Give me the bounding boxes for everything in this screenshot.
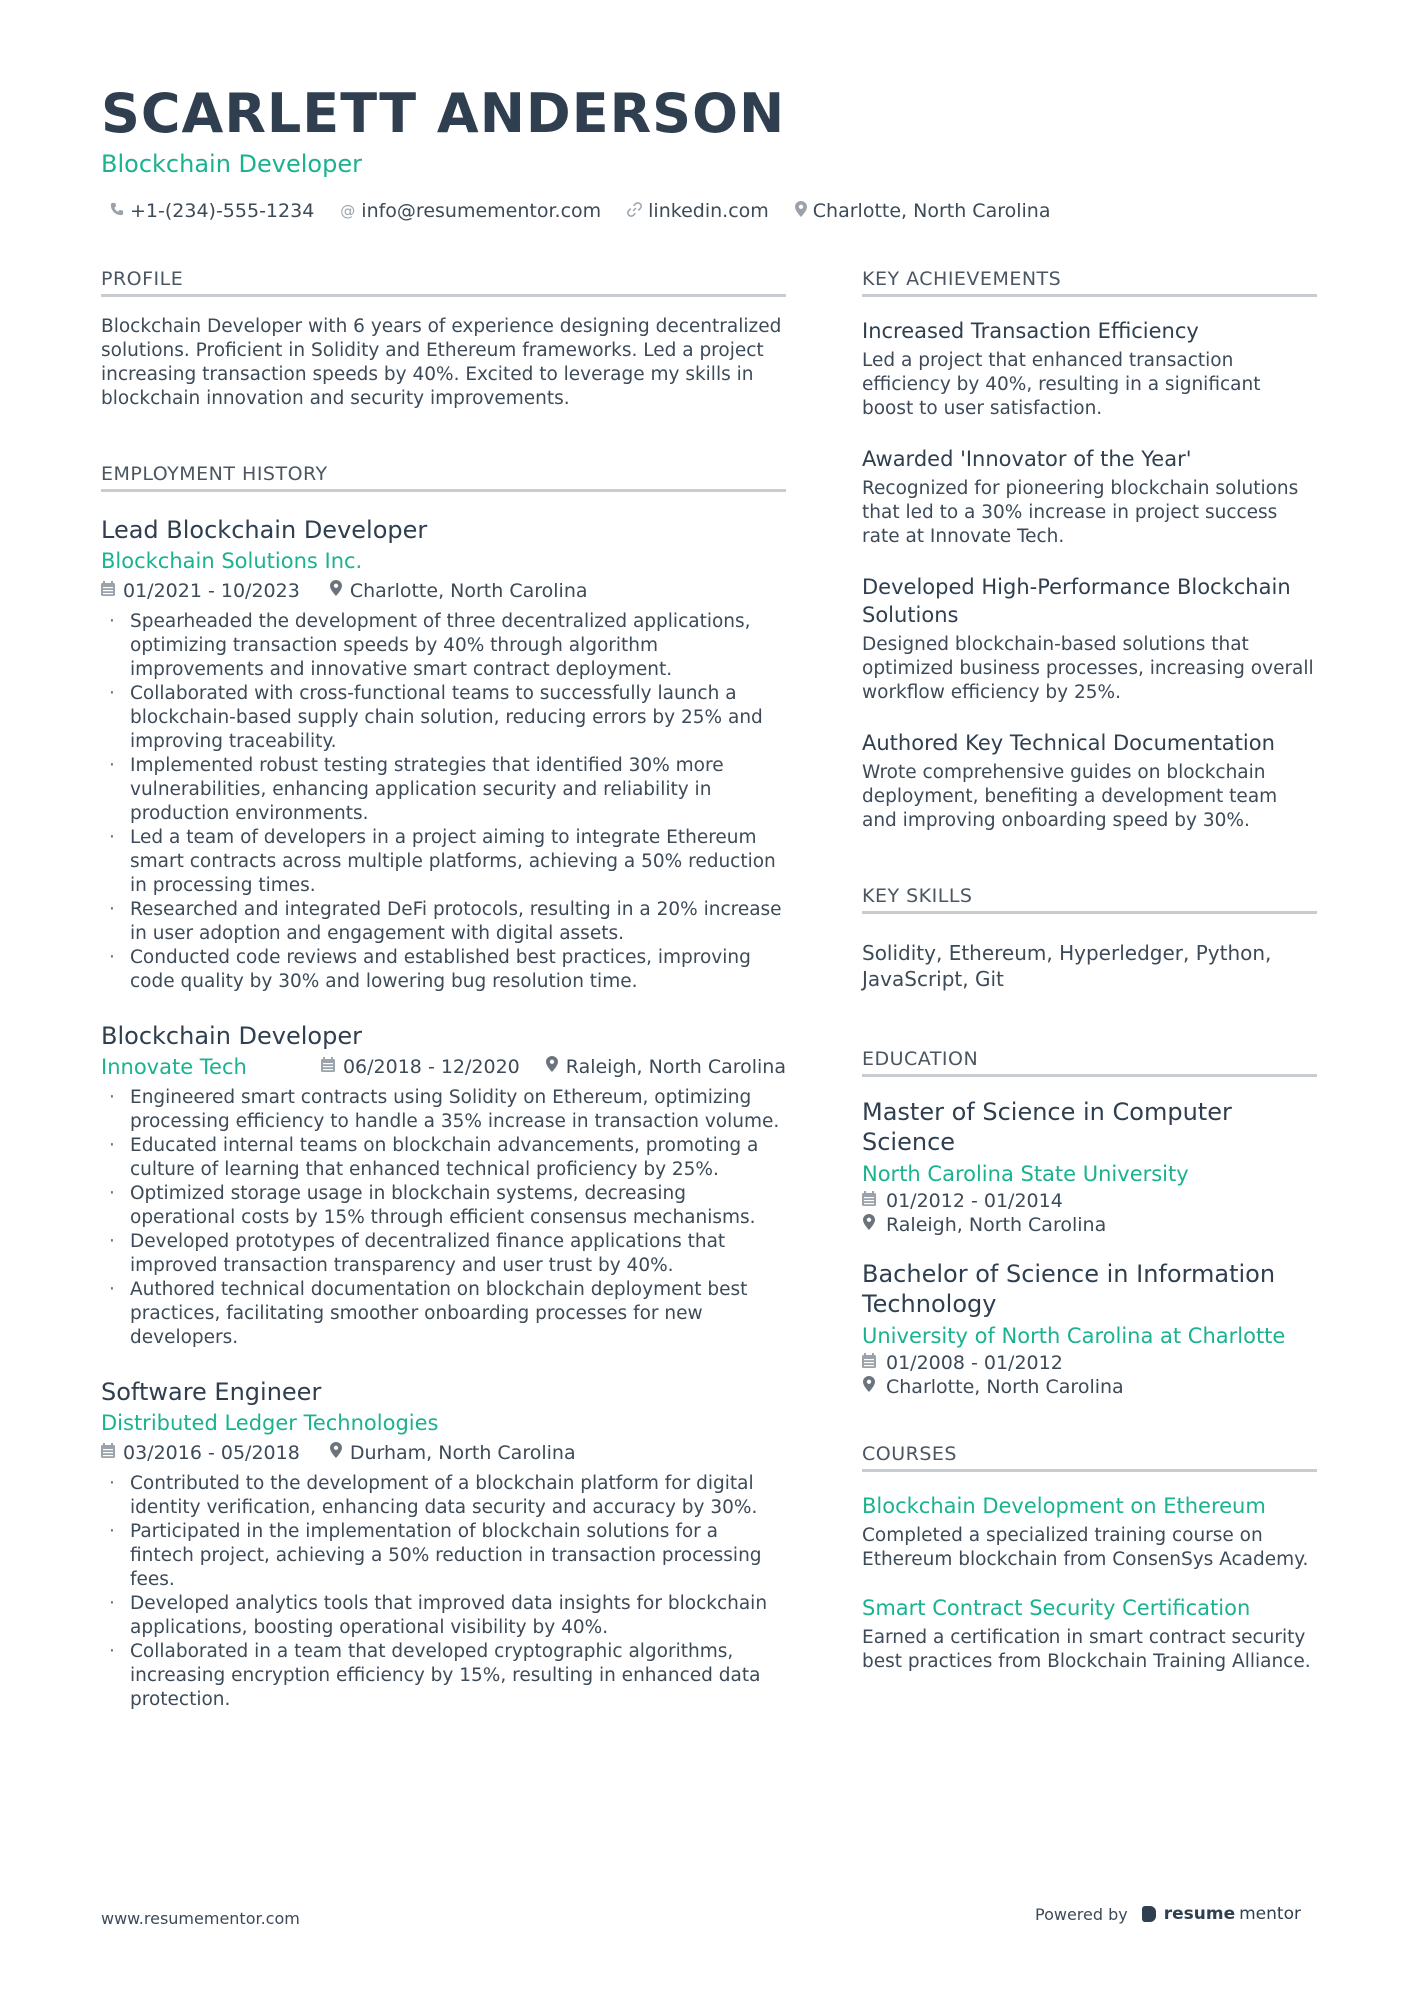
- achievement-title: Increased Transaction Efficiency: [862, 319, 1199, 343]
- edu-school: North Carolina State University: [862, 1162, 1189, 1186]
- calendar-icon: [321, 1052, 335, 1082]
- brand-name-bold: resume: [1163, 1904, 1236, 1924]
- job-bullet: · Educated internal teams on blockchain advancements, promoting a culture of learning that enhanced technical proficiency by 25%.: [101, 1134, 786, 1182]
- edu-location: [862, 1213, 1317, 1237]
- job-bullet: · Implemented robust testing strategies that identified 30% more vulnerabilities, enhancing application security and reliability in production environments.: [101, 754, 786, 826]
- map-pin-icon: [862, 1213, 876, 1237]
- achievement-text: Designed blockchain-based solutions that optimized business processes, increasing overall workflow efficiency by 25%.: [862, 634, 1314, 703]
- job-entry: [101, 1376, 786, 1712]
- job-bullets: [101, 1472, 786, 1712]
- brand-name-light: mentor: [1239, 1904, 1301, 1924]
- skills-text: Solidity, Ethereum, Hyperledger, Python, JavaScript, Git: [862, 941, 1272, 991]
- course-title: Blockchain Development on Ethereum: [862, 1494, 1266, 1518]
- achievement-item: [862, 317, 1317, 421]
- job-entry: [101, 1020, 786, 1350]
- map-pin-icon: [862, 1375, 876, 1399]
- job-dates: [321, 1052, 520, 1082]
- job-location-text: Charlotte, North Carolina: [349, 580, 588, 602]
- job-location: [546, 1052, 786, 1082]
- job-company: Distributed Ledger Technologies: [101, 1411, 439, 1435]
- calendar-icon: [101, 1438, 115, 1468]
- achievement-title: Awarded 'Innovator of the Year': [862, 447, 1192, 471]
- job-bullet: · Collaborated in a team that developed cryptographic algorithms, increasing encryption efficiency by 15%, resulting in enhanced data protection.: [101, 1640, 786, 1712]
- achievement-title: Developed High-Performance Blockchain Solutions: [862, 575, 1291, 627]
- profile-text: Blockchain Developer with 6 years of experience designing decentralized solutions. Proficient in Solidity and Ethereum frameworks. Led a project increasing transaction speeds by 40%. Excited to leverage my skills in blockchain innovation and security improvements.: [101, 316, 782, 409]
- link-icon: [627, 202, 642, 221]
- job-bullet: · Collaborated with cross-functional teams to successfully launch a blockchain-based supply chain solution, reducing errors by 25% and improving traceability.: [101, 682, 786, 754]
- map-pin-icon: [330, 1438, 342, 1468]
- job-bullet: · Contributed to the development of a blockchain platform for digital identity verification, enhancing data security and accuracy by 30%.: [101, 1472, 786, 1520]
- edu-degree: Bachelor of Science in Information Technology: [862, 1260, 1276, 1318]
- skills-section: [862, 885, 1317, 992]
- email-text: info@resumementor.com: [361, 200, 602, 222]
- job-dates-text: 03/2016 - 05/2018: [123, 1442, 300, 1464]
- courses-section: [862, 1443, 1317, 1674]
- job-bullet: · Authored technical documentation on blockchain deployment best practices, facilitating smoother onboarding processes for new developers.: [101, 1278, 786, 1350]
- course-text: Completed a specialized training course on Ethereum blockchain from ConsenSys Academy.: [862, 1525, 1309, 1570]
- job-role: Blockchain Developer: [101, 1022, 362, 1050]
- job-bullet: · Led a team of developers in a project aiming to integrate Ethereum smart contracts across multiple platforms, achieving a 50% reduction in processing times.: [101, 826, 786, 898]
- achievement-item: [862, 573, 1317, 705]
- calendar-icon: [101, 576, 115, 606]
- candidate-title: Blockchain Developer: [101, 150, 362, 178]
- job-bullet: · Participated in the implementation of blockchain solutions for a fintech project, achieving a 50% reduction in transaction processing fees.: [101, 1520, 786, 1592]
- achievements-section: [862, 268, 1317, 833]
- job-location: [330, 1438, 576, 1468]
- contact-phone[interactable]: [110, 200, 314, 222]
- powered-by-label: Powered by: [1035, 1904, 1128, 1924]
- map-pin-icon: [795, 201, 807, 221]
- edu-dates-text: 01/2012 - 01/2014: [886, 1190, 1063, 1212]
- left-column: [101, 268, 786, 1712]
- job-entry: [101, 514, 786, 994]
- calendar-icon: [862, 1189, 876, 1213]
- calendar-icon: [862, 1351, 876, 1375]
- edu-degree: Master of Science in Computer Science: [862, 1098, 1232, 1156]
- job-meta: [101, 1052, 786, 1082]
- job-role: Software Engineer: [101, 1378, 322, 1406]
- phone-icon: [110, 202, 124, 220]
- job-dates-text: 01/2021 - 10/2023: [123, 580, 300, 602]
- brand-mark-icon: [1142, 1906, 1156, 1922]
- job-meta: [101, 1438, 786, 1468]
- achievement-item: [862, 729, 1317, 833]
- education-heading: EDUCATION: [862, 1048, 1317, 1077]
- education-item: [862, 1097, 1317, 1237]
- edu-dates: [862, 1351, 1317, 1375]
- achievement-text: Wrote comprehensive guides on blockchain deployment, benefiting a development team and improving onboarding speed by 30%.: [862, 762, 1278, 831]
- course-item: [862, 1492, 1317, 1572]
- employment-heading: EMPLOYMENT HISTORY: [101, 463, 786, 492]
- job-company: Blockchain Solutions Inc.: [101, 549, 363, 573]
- achievement-item: [862, 445, 1317, 549]
- achievements-heading: KEY ACHIEVEMENTS: [862, 268, 1317, 297]
- candidate-name: SCARLETT ANDERSON: [101, 82, 786, 145]
- job-meta: [101, 576, 786, 606]
- map-pin-icon: [330, 576, 342, 606]
- location-text: Charlotte, North Carolina: [812, 200, 1051, 222]
- job-company: Innovate Tech: [101, 1055, 247, 1079]
- employment-section: [101, 463, 786, 1712]
- job-bullet: · Spearheaded the development of three decentralized applications, optimizing transaction speeds by 40% through algorithm improvements and innovative smart contract deployment.: [101, 610, 786, 682]
- job-dates: [101, 576, 300, 606]
- edu-school: University of North Carolina at Charlotte: [862, 1324, 1286, 1348]
- job-bullets: [101, 1086, 786, 1350]
- job-dates: [101, 1438, 300, 1468]
- job-bullets: [101, 610, 786, 994]
- achievement-title: Authored Key Technical Documentation: [862, 731, 1275, 755]
- right-column: [862, 268, 1317, 1696]
- course-title: Smart Contract Security Certification: [862, 1596, 1251, 1620]
- course-text: Earned a certification in smart contract security best practices from Blockchain Training Alliance.: [862, 1627, 1311, 1672]
- job-bullet: · Optimized storage usage in blockchain systems, decreasing operational costs by 15% through efficient consensus mechanisms.: [101, 1182, 786, 1230]
- at-icon: @: [340, 202, 356, 220]
- achievement-text: Recognized for pioneering blockchain solutions that led to a 30% increase in project success rate at Innovate Tech.: [862, 478, 1299, 547]
- courses-heading: COURSES: [862, 1443, 1317, 1472]
- footer-brand: [1035, 1904, 1301, 1924]
- edu-dates: [862, 1189, 1317, 1213]
- edu-location-text: Raleigh, North Carolina: [886, 1214, 1107, 1236]
- job-dates-text: 06/2018 - 12/2020: [342, 1056, 520, 1078]
- contact-location: [795, 200, 1051, 222]
- job-bullet: · Conducted code reviews and established best practices, improving code quality by 30% and lowering bug resolution time.: [101, 946, 786, 994]
- skills-heading: KEY SKILLS: [862, 885, 1317, 914]
- job-bullet: · Developed prototypes of decentralized finance applications that improved transaction transparency and user trust by 40%.: [101, 1230, 786, 1278]
- job-location-text: Durham, North Carolina: [349, 1442, 576, 1464]
- job-meta-right: [321, 1052, 786, 1082]
- brand-logo[interactable]: [1142, 1904, 1301, 1924]
- phone-text: +1-(234)-555-1234: [130, 200, 315, 222]
- footer-website[interactable]: www.resumementor.com: [101, 1909, 300, 1928]
- edu-location-text: Charlotte, North Carolina: [886, 1376, 1124, 1398]
- profile-heading: PROFILE: [101, 268, 786, 297]
- linkedin-text: linkedin.com: [648, 200, 769, 222]
- course-item: [862, 1594, 1317, 1674]
- education-section: [862, 1048, 1317, 1399]
- map-pin-icon: [546, 1052, 558, 1082]
- achievement-text: Led a project that enhanced transaction efficiency by 40%, resulting in a significant boost to user satisfaction.: [862, 350, 1261, 419]
- education-item: [862, 1259, 1317, 1399]
- job-bullet: · Researched and integrated DeFi protocols, resulting in a 20% increase in user adoption and engagement with digital assets.: [101, 898, 786, 946]
- contact-linkedin[interactable]: [627, 200, 769, 222]
- job-bullet: · Developed analytics tools that improved data insights for blockchain applications, boosting operational visibility by 40%.: [101, 1592, 786, 1640]
- contact-email[interactable]: [340, 200, 601, 222]
- job-bullet: · Engineered smart contracts using Solidity on Ethereum, optimizing processing efficiency to handle a 35% increase in transaction volume.: [101, 1086, 786, 1134]
- profile-section: [101, 268, 786, 411]
- edu-location: [862, 1375, 1317, 1399]
- job-role: Lead Blockchain Developer: [101, 516, 428, 544]
- edu-dates-text: 01/2008 - 01/2012: [886, 1352, 1063, 1374]
- contact-bar: [110, 200, 1050, 222]
- job-location-text: Raleigh, North Carolina: [565, 1056, 786, 1078]
- job-location: [330, 576, 588, 606]
